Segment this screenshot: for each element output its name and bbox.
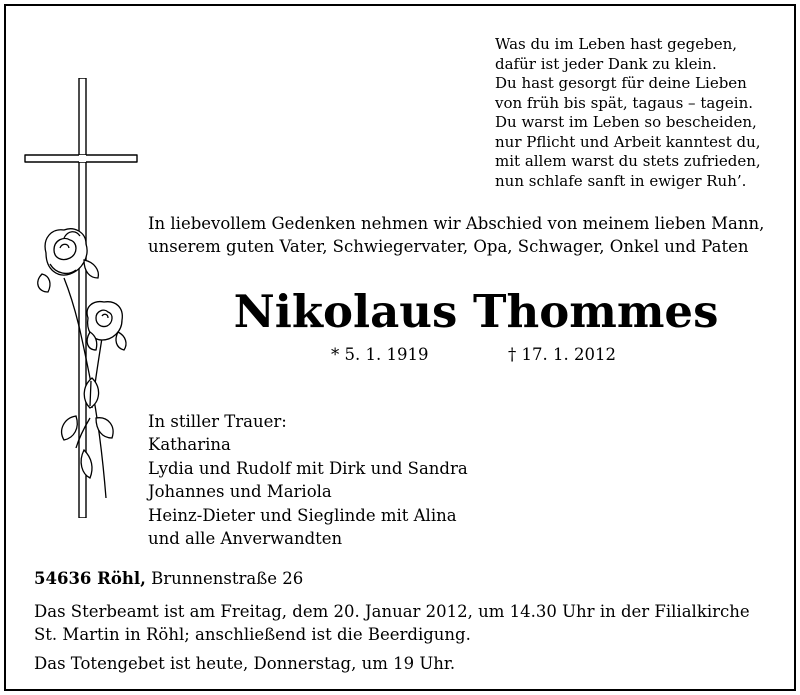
mourner-entry: Katharina	[148, 435, 231, 455]
poem-line: dafür ist jeder Dank zu klein.	[495, 54, 717, 73]
mourner-entry: Heinz-Dieter und Sieglinde mit Alina	[148, 505, 457, 525]
obituary-frame	[4, 4, 796, 691]
mourners-heading: In stiller Trauer:	[148, 412, 287, 431]
death-date: † 17. 1. 2012	[508, 345, 616, 364]
intro-line: In liebevollem Gedenken nehmen wir Abschied von meinem lieben Mann,	[148, 214, 765, 233]
mourner-entry: Lydia und Rudolf mit Dirk und Sandra	[148, 458, 468, 478]
address-street: Brunnenstraße 26	[145, 569, 304, 588]
address-place: 54636 Röhl,	[34, 569, 146, 588]
mourner-entry: und alle Anverwandten	[148, 529, 343, 549]
notice-line: Das Totengebet ist heute, Donnerstag, um 19 Uhr.	[34, 654, 456, 673]
mourners-list	[148, 410, 548, 550]
poem-line: von früh bis spät, tagaus – tagein.	[495, 93, 754, 112]
notice-line: St. Martin in Röhl; anschließend ist die Beerdigung.	[34, 625, 471, 644]
mourner-entry: Johannes und Mariola	[148, 482, 332, 502]
poem-line: mit allem warst du stets zufrieden,	[495, 152, 761, 170]
poem-line: nur Pflicht und Arbeit kanntest du,	[495, 132, 761, 151]
poem-line: nun schlafe sanft in ewiger Ruh’.	[495, 171, 747, 190]
birth-date: * 5. 1. 1919	[331, 345, 429, 364]
poem-line: Du warst im Leben so bescheiden,	[495, 113, 757, 131]
poem	[495, 35, 795, 191]
poem-line: Was du im Leben hast gegeben,	[495, 35, 738, 53]
intro-text	[148, 212, 798, 258]
notice-line: Das Sterbeamt ist am Freitag, dem 20. Januar 2012, um 14.30 Uhr in der Filialkirche	[34, 602, 750, 621]
address	[34, 569, 303, 588]
deceased-name: Nikolaus Thommes	[233, 285, 719, 338]
funeral-notice	[34, 600, 794, 675]
intro-line: unserem guten Vater, Schwiegervater, Opa, Schwager, Onkel und Paten	[148, 237, 749, 256]
poem-line: Du hast gesorgt für deine Lieben	[495, 74, 747, 92]
